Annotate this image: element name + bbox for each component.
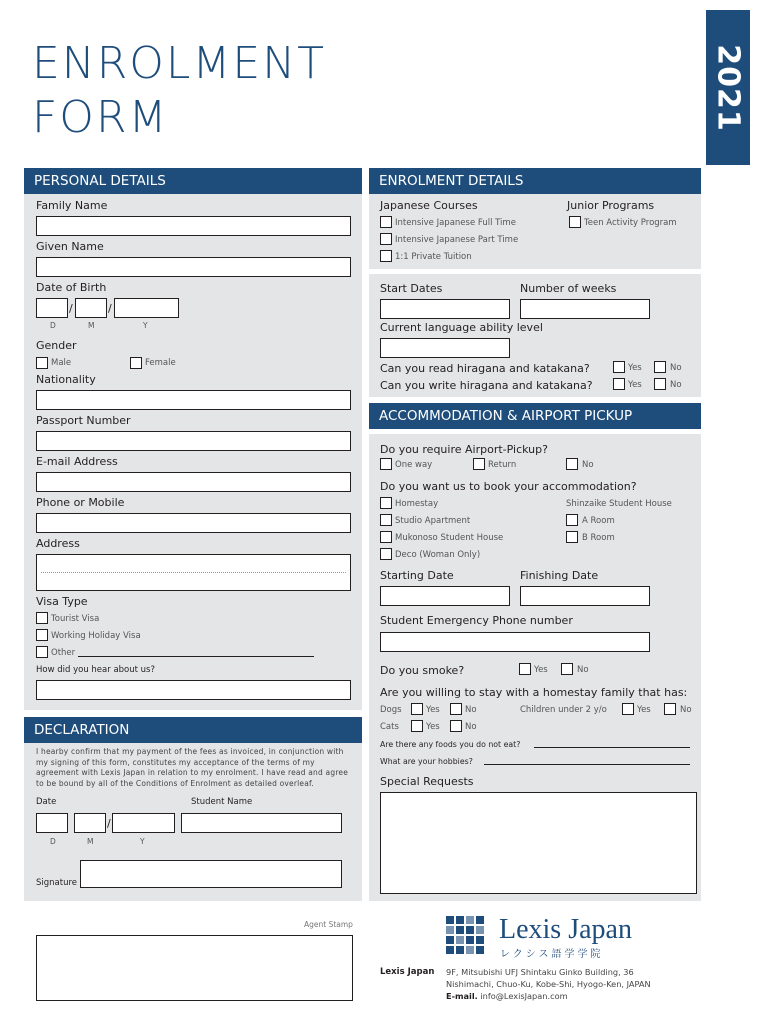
read-kana-no-checkbox[interactable] <box>654 361 666 373</box>
intensive-full-label: Intensive Japanese Full Time <box>395 218 516 228</box>
return-checkbox[interactable] <box>473 458 485 470</box>
female-label: Female <box>145 358 176 368</box>
starting-date-field[interactable] <box>380 586 510 606</box>
smoke-yes-label: Yes <box>534 665 548 675</box>
homestay-family-label: Are you willing to stay with a homestay family that has: <box>380 686 688 699</box>
start-dates-field[interactable] <box>380 299 510 319</box>
studio-checkbox[interactable] <box>380 514 392 526</box>
phone-field[interactable] <box>36 513 351 533</box>
write-kana-no-checkbox[interactable] <box>654 378 666 390</box>
children-no-checkbox[interactable] <box>664 703 676 715</box>
a-room-label: A Room <box>582 516 615 526</box>
agent-stamp-box[interactable] <box>36 935 353 1001</box>
family-name-field[interactable] <box>36 216 351 236</box>
mukonoso-label: Mukonoso Student House <box>395 533 504 543</box>
dogs-no-checkbox[interactable] <box>450 703 462 715</box>
return-label: Return <box>488 460 517 470</box>
private-tuition-label: 1:1 Private Tuition <box>395 252 472 262</box>
write-kana-no-label: No <box>670 380 682 390</box>
male-checkbox[interactable] <box>36 357 48 369</box>
dob-m-hint: M <box>88 321 95 330</box>
dogs-yes-checkbox[interactable] <box>411 703 423 715</box>
one-way-checkbox[interactable] <box>380 458 392 470</box>
b-room-checkbox[interactable] <box>566 531 578 543</box>
language-level-label: Current language ability level <box>380 321 543 334</box>
signature-label: Signature <box>36 878 78 888</box>
family-name-label: Family Name <box>36 199 108 212</box>
decl-m-hint: M <box>87 837 94 846</box>
special-requests-field[interactable] <box>380 792 697 894</box>
declaration-text: I hearby confirm that my payment of the fees as invoiced, in conjunction with my signing of this form, constitutes my acceptance of the terms of my agreement with Lexis Japan in relation to my enrolment. I have read and agree to be bound by all of the Conditions of Enrolment as detailed overleaf. <box>36 747 349 788</box>
nationality-label: Nationality <box>36 373 96 386</box>
company-email[interactable]: info@LexisJapan.com <box>480 991 568 1001</box>
email-prefix: E-mail. <box>446 991 478 1001</box>
dob-slash: / <box>69 302 73 315</box>
year-label: 2021 <box>710 43 746 132</box>
num-weeks-field[interactable] <box>520 299 650 319</box>
lexis-logo-mark <box>445 915 493 961</box>
female-checkbox[interactable] <box>130 357 142 369</box>
decl-year-field[interactable] <box>112 813 175 833</box>
children-label: Children under 2 y/o <box>520 705 607 715</box>
other-visa-label: Other <box>51 648 76 658</box>
year-tab <box>706 10 750 165</box>
address-field[interactable] <box>36 554 351 591</box>
read-kana-yes-label: Yes <box>628 363 642 373</box>
b-room-label: B Room <box>582 533 615 543</box>
read-kana-yes-checkbox[interactable] <box>613 361 625 373</box>
gender-label: Gender <box>36 339 77 352</box>
dogs-label: Dogs <box>380 705 402 715</box>
emergency-phone-label: Student Emergency Phone number <box>380 614 573 627</box>
cats-yes-checkbox[interactable] <box>411 720 423 732</box>
language-level-field[interactable] <box>380 338 510 358</box>
form-title-line2: FORM <box>32 92 169 143</box>
intensive-part-label: Intensive Japanese Part Time <box>395 235 519 245</box>
accommodation-header: ACCOMMODATION & AIRPORT PICKUP <box>369 403 701 429</box>
agent-stamp-label: Agent Stamp <box>304 920 353 929</box>
form-title-line1: ENROLMENT <box>32 38 326 89</box>
cats-yes-label: Yes <box>426 722 440 732</box>
smoke-no-label: No <box>577 665 589 675</box>
decl-month-field[interactable] <box>74 813 106 833</box>
special-requests-label: Special Requests <box>380 775 474 788</box>
decl-y-hint: Y <box>140 837 145 846</box>
a-room-checkbox[interactable] <box>566 514 578 526</box>
teen-activity-checkbox[interactable] <box>569 216 581 228</box>
logo-name: Lexis Japan <box>499 914 632 945</box>
company-address-2: Nishimachi, Chuo-Ku, Kobe-Shi, Hyogo-Ken, JAPAN <box>446 979 651 989</box>
passport-field[interactable] <box>36 431 351 451</box>
dob-label: Date of Birth <box>36 281 107 294</box>
homestay-checkbox[interactable] <box>380 497 392 509</box>
cats-label: Cats <box>380 722 399 732</box>
intensive-part-checkbox[interactable] <box>380 233 392 245</box>
mukonoso-checkbox[interactable] <box>380 531 392 543</box>
dogs-no-label: No <box>465 705 477 715</box>
other-visa-line[interactable] <box>78 656 314 657</box>
phone-label: Phone or Mobile <box>36 496 125 509</box>
pickup-no-checkbox[interactable] <box>566 458 578 470</box>
starting-date-label: Starting Date <box>380 569 454 582</box>
one-way-label: One way <box>395 460 433 470</box>
foods-line[interactable] <box>534 747 690 748</box>
studio-label: Studio Apartment <box>395 516 471 526</box>
company-email-row <box>446 990 568 1002</box>
decl-slash: / <box>107 817 111 830</box>
email-field[interactable] <box>36 472 351 492</box>
decl-student-name-field[interactable] <box>181 813 342 833</box>
nationality-field[interactable] <box>36 390 351 410</box>
dogs-yes-label: Yes <box>426 705 440 715</box>
book-accommodation-label: Do you want us to book your accommodation? <box>380 480 637 493</box>
decl-d-hint: D <box>50 837 56 846</box>
company-name: Lexis Japan <box>380 967 435 977</box>
cats-no-checkbox[interactable] <box>450 720 462 732</box>
read-kana-label: Can you read hiragana and katakana? <box>380 362 590 375</box>
japanese-courses-label: Japanese Courses <box>380 199 478 212</box>
cats-no-label: No <box>465 722 477 732</box>
address-label: Address <box>36 537 80 550</box>
dob-year-field[interactable] <box>114 298 179 318</box>
other-visa-checkbox[interactable] <box>36 646 48 658</box>
dob-day-field[interactable] <box>36 298 68 318</box>
dob-y-hint: Y <box>143 321 148 330</box>
personal-details-header: PERSONAL DETAILS <box>24 168 362 194</box>
decl-date-label: Date <box>36 797 57 807</box>
deco-label: Deco (Woman Only) <box>395 550 481 560</box>
junior-programs-label: Junior Programs <box>567 199 655 212</box>
homestay-label: Homestay <box>395 499 439 509</box>
tourist-visa-label: Tourist Visa <box>51 614 100 624</box>
declaration-header: DECLARATION <box>24 717 362 743</box>
decl-day-field[interactable] <box>36 813 68 833</box>
dob-month-field[interactable] <box>75 298 107 318</box>
hobbies-label: What are your hobbies? <box>380 757 473 766</box>
private-tuition-checkbox[interactable] <box>380 250 392 262</box>
emergency-phone-field[interactable] <box>380 632 650 652</box>
write-kana-yes-label: Yes <box>628 380 642 390</box>
given-name-field[interactable] <box>36 257 351 277</box>
hear-about-field[interactable] <box>36 680 351 700</box>
children-yes-checkbox[interactable] <box>622 703 634 715</box>
company-address-1: 9F, Mitsubishi UFJ Shintaku Ginko Building, 36 <box>446 967 634 977</box>
teen-activity-label: Teen Activity Program <box>584 218 677 228</box>
passport-label: Passport Number <box>36 414 131 427</box>
smoke-yes-checkbox[interactable] <box>519 663 531 675</box>
male-label: Male <box>51 358 72 368</box>
write-kana-label: Can you write hiragana and katakana? <box>380 379 593 392</box>
children-yes-label: Yes <box>637 705 651 715</box>
foods-label: Are there any foods you do not eat? <box>380 740 521 749</box>
finishing-date-label: Finishing Date <box>520 569 599 582</box>
signature-field[interactable] <box>80 860 342 888</box>
finishing-date-field[interactable] <box>520 586 650 606</box>
address-divider <box>41 572 346 573</box>
visa-type-label: Visa Type <box>36 595 88 608</box>
children-no-label: No <box>680 705 692 715</box>
working-holiday-label: Working Holiday Visa <box>51 631 141 641</box>
pickup-no-label: No <box>582 460 594 470</box>
email-label: E-mail Address <box>36 455 118 468</box>
deco-checkbox[interactable] <box>380 548 392 560</box>
decl-student-name-label: Student Name <box>191 797 253 807</box>
num-weeks-label: Number of weeks <box>520 282 617 295</box>
tourist-visa-checkbox[interactable] <box>36 612 48 624</box>
shinzaike-label: Shinzaike Student House <box>566 499 672 509</box>
hobbies-line[interactable] <box>484 764 690 765</box>
smoke-no-checkbox[interactable] <box>561 663 573 675</box>
intensive-full-checkbox[interactable] <box>380 216 392 228</box>
working-holiday-checkbox[interactable] <box>36 629 48 641</box>
given-name-label: Given Name <box>36 240 104 253</box>
hear-about-label: How did you hear about us? <box>36 665 155 675</box>
start-dates-label: Start Dates <box>380 282 443 295</box>
enrolment-details-header: ENROLMENT DETAILS <box>369 168 701 194</box>
smoke-label: Do you smoke? <box>380 664 465 677</box>
write-kana-yes-checkbox[interactable] <box>613 378 625 390</box>
dob-d-hint: D <box>50 321 56 330</box>
read-kana-no-label: No <box>670 363 682 373</box>
dob-slash: / <box>108 302 112 315</box>
airport-pickup-label: Do you require Airport-Pickup? <box>380 443 548 456</box>
logo-japanese: レクシス語学学院 <box>500 949 604 960</box>
